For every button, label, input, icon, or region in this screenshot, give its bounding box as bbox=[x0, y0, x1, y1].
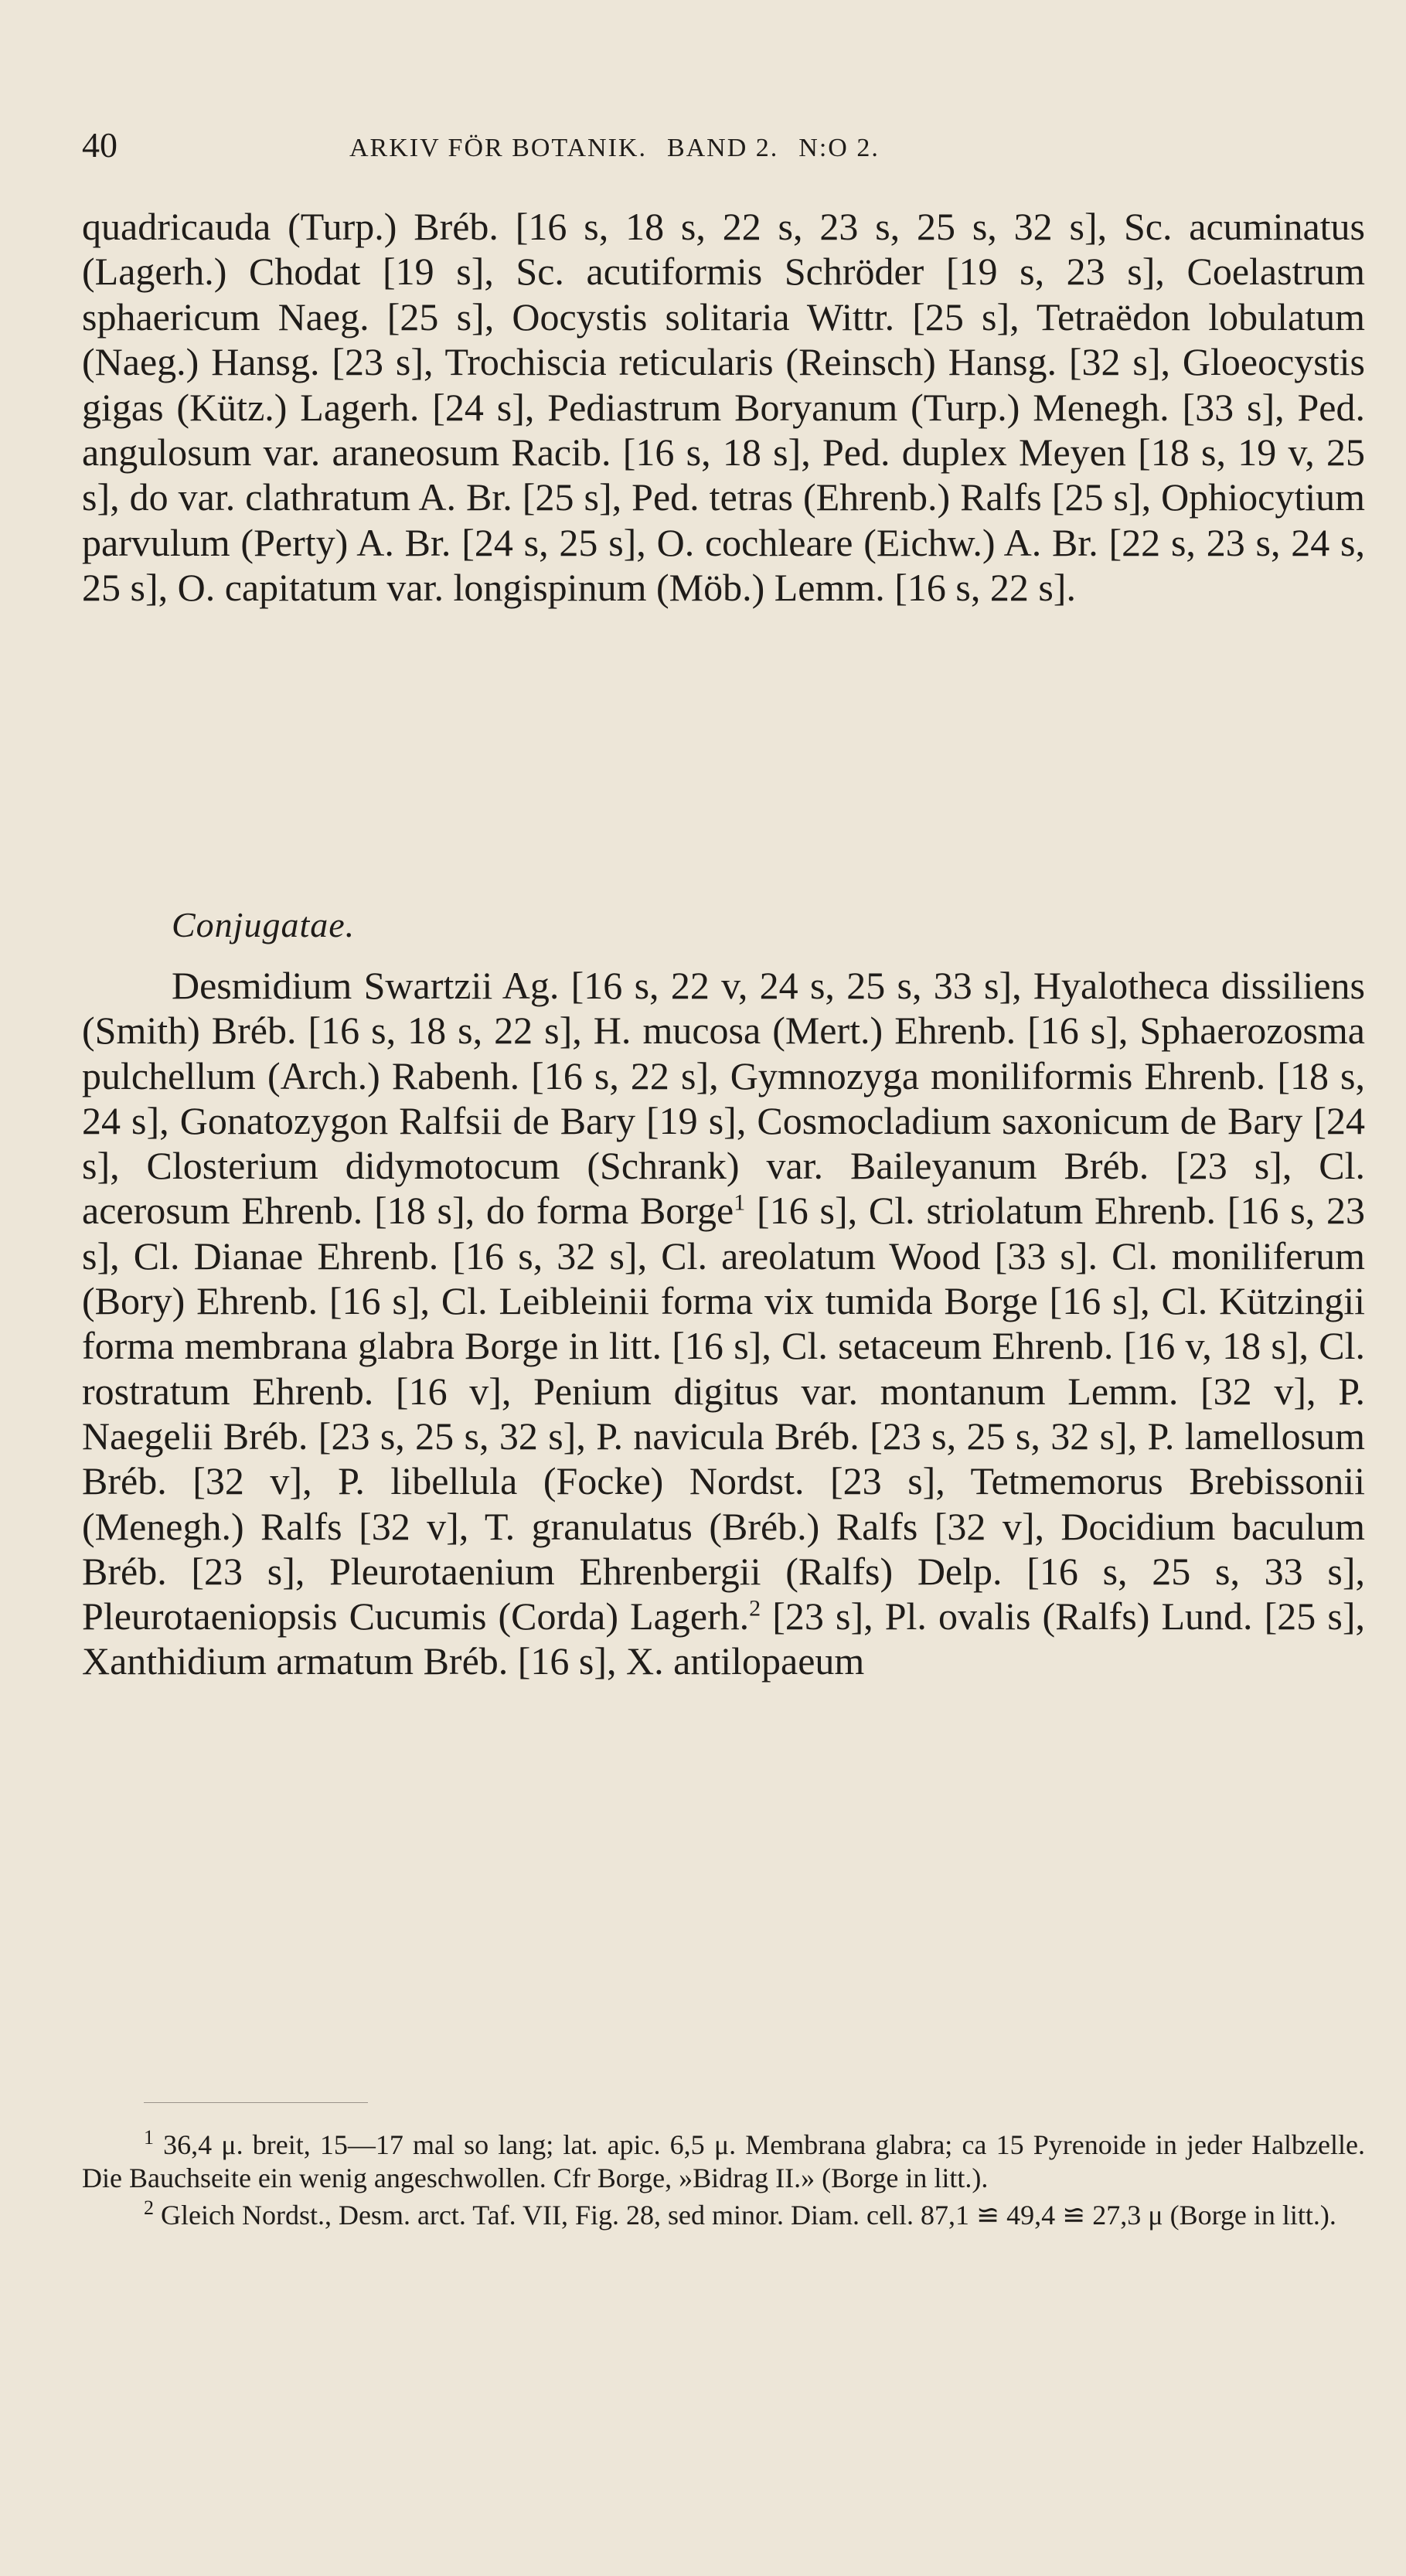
paragraph-text-part: [23 s], Pl. ovalis (Ralfs) Lund. [25 s], Xanthidium armatum Bréb. [16 s], X. antilopaeum bbox=[82, 1594, 1365, 1683]
page bbox=[82, 0, 1365, 2576]
paragraph-text-part: [16 s], Cl. striolatum Ehrenb. [16 s, 23 s], Cl. Dianae Ehrenb. [16 s, 32 s], Cl. areolatum Wood [33 s]. Cl. moniliferum (Bory) Ehrenb. [16 s], Cl. Leibleinii forma vix tumida Borge [16 s], Cl. Kützingii forma membrana glabra Borge in litt. [16 s], Cl. setaceum Ehrenb. [16 v, 18 s], Cl. rostratum Ehrenb. [16 v], Penium digitus var. montanum Lemm. [32 v], P. Naegelii Bréb. [23 s, 25 s, 32 s], P. navicula Bréb. [23 s, 25 s, 32 s], P. lamellosum Bréb. [32 v], P. libellula (Focke) Nordst. [23 s], Tetmemorus Brebissonii (Menegh.) Ralfs [32 v], T. granulatus (Bréb.) Ralfs [32 v], Docidium baculum Bréb. [23 s], Pleurotaenium Ehrenbergii (Ralfs) Delp. [16 s, 25 s, 33 s], Pleurotaeniopsis Cucumis (Corda) Lagerh. bbox=[82, 1189, 1365, 1638]
journal-title bbox=[349, 127, 900, 170]
section-heading-conjugatae: Conjugatae. bbox=[172, 905, 356, 944]
paragraph-conjugatae-list bbox=[82, 963, 1365, 1684]
footnote bbox=[82, 2126, 1365, 2194]
footnote-reference[interactable]: 2 bbox=[749, 1595, 761, 1621]
footnotes bbox=[82, 2126, 1365, 2237]
footnote bbox=[82, 2199, 1365, 2232]
footnote-text: Gleich Nordst., Desm. arct. Taf. VII, Fig. 28, sed minor. Diam. cell. 87,1 ≌ 49,4 ≌ 27,3 μ (Borge in litt.). bbox=[154, 2200, 1336, 2231]
footnote-mark: 2 bbox=[144, 2197, 154, 2219]
footnote-mark: 1 bbox=[144, 2126, 154, 2149]
issue-number: N:O 2. bbox=[798, 134, 880, 162]
footnote-divider bbox=[144, 2102, 368, 2103]
paragraph-chlorophyceae-list: quadricauda (Turp.) Bréb. [16 s, 18 s, 22 s, 23 s, 25 s, 32 s], Sc. acuminatus (Lagerh.) Chodat [19 s], Sc. acutiformis Schröder [19 s, 23 s], Coelastrum sphaericum Naeg. [25 s], Oocystis solitaria Wittr. [25 s], Tetraëdon lobulatum (Naeg.) Hansg. [23 s], Trochiscia reticularis (Reinsch) Hansg. [32 s], Gloeocystis gigas (Kütz.) Lagerh. [24 s], Pediastrum Boryanum (Turp.) Menegh. [33 s], Ped. angulosum var. araneosum Racib. [16 s, 18 s], Ped. duplex Meyen [18 s, 19 v, 25 s], do var. clathratum A. Br. [25 s], Ped. tetras (Ehrenb.) Ralfs [25 s], Ophiocytium parvulum (Perty) A. Br. [24 s, 25 s], O. cochleare (Eichw.) A. Br. [22 s, 23 s, 24 s, 25 s], O. capitatum var. longispinum (Möb.) Lemm. [16 s, 22 s]. bbox=[82, 205, 1365, 610]
footnote-text: 36,4 μ. breit, 15—17 mal so lang; lat. apic. 6,5 μ. Membrana glabra; ca 15 Pyrenoide in jeder Halbzelle. Die Bauchseite ein wenig angeschwollen. Cfr Borge, »Bidrag II.» (Borge in litt.). bbox=[82, 2129, 1365, 2193]
band-label: BAND 2. bbox=[666, 134, 779, 162]
page-number: 40 bbox=[82, 125, 117, 165]
footnote-reference[interactable]: 1 bbox=[734, 1189, 746, 1216]
running-head bbox=[82, 122, 1365, 168]
journal-name: ARKIV FÖR BOTANIK. bbox=[349, 134, 647, 162]
paragraph-text-part: Desmidium Swartzii Ag. [16 s, 22 v, 24 s, 25 s, 33 s], Hyalotheca dissiliens (Smith) Bréb. [16 s, 18 s, 22 s], H. mucosa (Mert.) Ehrenb. [16 s], Sphaerozosma pulchellum (Arch.) Rabenh. [16 s, 22 s], Gymnozyga moniliformis Ehrenb. [18 s, 24 s], Gonatozygon Ralfsii de Bary [19 s], Cosmocladium saxonicum de Bary [24 s], Closterium didymotocum (Schrank) var. Baileyanum Bréb. [23 s], Cl. acerosum Ehrenb. [18 s], do forma Borge bbox=[82, 964, 1365, 1233]
